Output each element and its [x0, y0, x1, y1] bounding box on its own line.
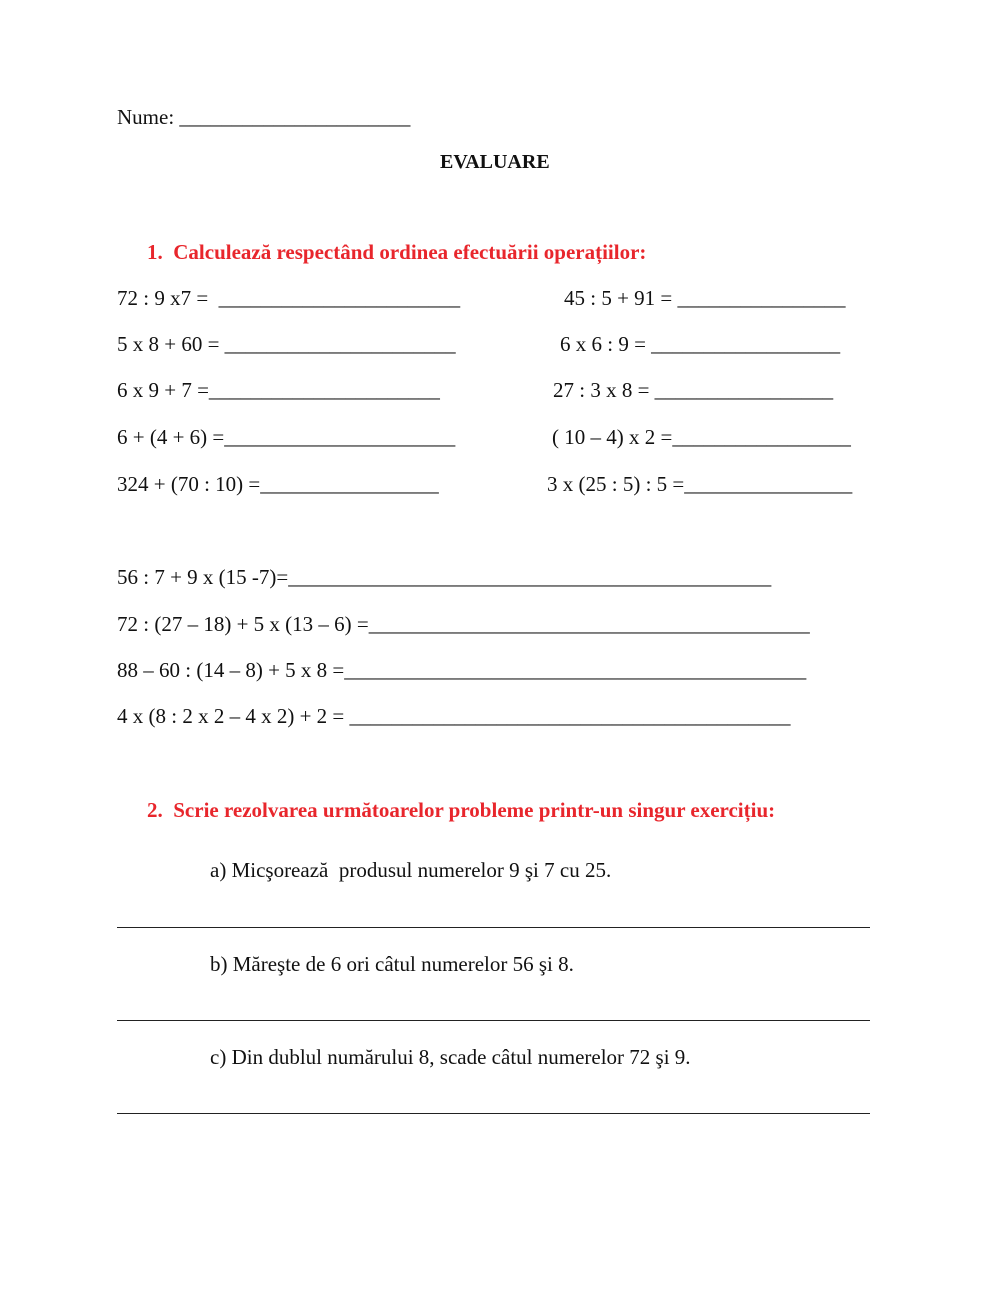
answer-line-a [117, 927, 870, 928]
problem-a: a) Micşorează produsul numerelor 9 şi 7 cu 25. [210, 858, 612, 882]
exercise-long-2: 72 : (27 – 18) + 5 x (13 – 6) =__________________________________________ [117, 612, 810, 636]
exercise-left-3: 6 x 9 + 7 =______________________ [117, 378, 440, 402]
exercise-left-4: 6 + (4 + 6) =______________________ [117, 425, 456, 449]
exercise-left-1: 72 : 9 x7 = _______________________ [117, 286, 461, 310]
name-field-label: Nume: ______________________ [117, 105, 411, 129]
answer-line-b [117, 1020, 870, 1021]
exercise-left-5: 324 + (70 : 10) =_________________ [117, 472, 439, 496]
exercise-long-3: 88 – 60 : (14 – 8) + 5 x 8 =____________________________________________ [117, 658, 807, 682]
exercise-right-3: 27 : 3 x 8 = _________________ [553, 378, 834, 402]
problem-c: c) Din dublul numărului 8, scade câtul numerelor 72 şi 9. [210, 1045, 691, 1069]
exercise-right-2: 6 x 6 : 9 = __________________ [560, 332, 841, 356]
exercise-long-4: 4 x (8 : 2 x 2 – 4 x 2) + 2 = __________________________________________ [117, 704, 791, 728]
exercise-left-2: 5 x 8 + 60 = ______________________ [117, 332, 456, 356]
page-title: EVALUARE [440, 151, 550, 173]
answer-line-c [117, 1113, 870, 1114]
exercise-long-1: 56 : 7 + 9 x (15 -7)=______________________________________________ [117, 565, 772, 589]
section2-heading: 2. Scrie rezolvarea următoarelor probleme printr-un singur exercițiu: [147, 798, 776, 822]
exercise-right-1: 45 : 5 + 91 = ________________ [564, 286, 846, 310]
exercise-right-5: 3 x (25 : 5) : 5 =________________ [547, 472, 853, 496]
exercise-right-4: ( 10 – 4) x 2 =_________________ [552, 425, 851, 449]
problem-b: b) Măreşte de 6 ori câtul numerelor 56 şi 8. [210, 952, 574, 976]
section1-heading: 1. Calculează respectând ordinea efectuării operațiilor: [147, 240, 647, 264]
